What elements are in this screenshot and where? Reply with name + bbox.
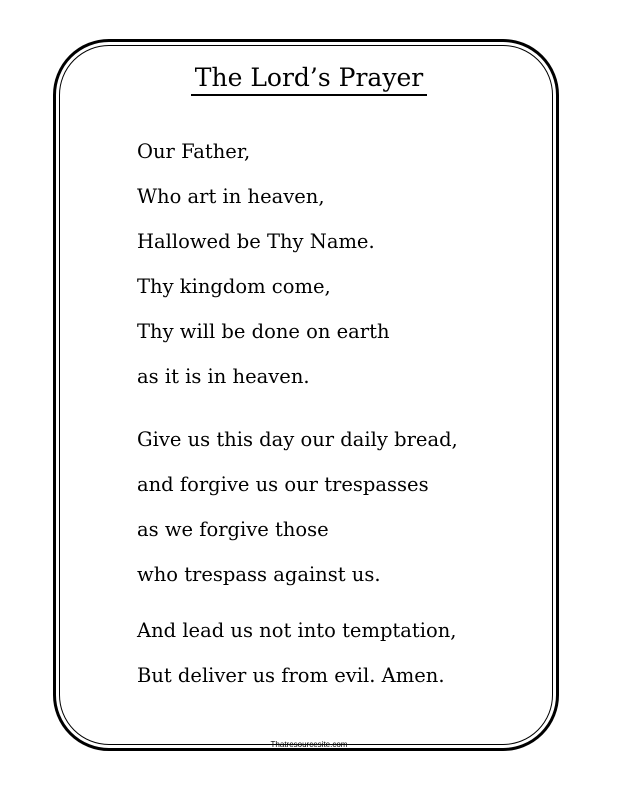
prayer-line: Our Father,	[137, 140, 251, 163]
prayer-line: as we forgive those	[137, 518, 329, 541]
prayer-line: as it is in heaven.	[137, 365, 310, 388]
prayer-line: Thy will be done on earth	[137, 320, 390, 343]
page-title-text: The Lord’s Prayer	[191, 63, 427, 96]
prayer-line: And lead us not into temptation,	[137, 619, 457, 642]
prayer-line: who trespass against us.	[137, 563, 381, 586]
stanza-2	[137, 417, 458, 597]
footer-site-credit: Thatresourcesite.com	[270, 740, 348, 749]
stanza-3	[137, 608, 456, 698]
prayer-line: Who art in heaven,	[137, 185, 325, 208]
prayer-line: Thy kingdom come,	[137, 275, 331, 298]
prayer-line: and forgive us our trespasses	[137, 473, 429, 496]
prayer-line: Give us this day our daily bread,	[137, 428, 458, 451]
prayer-line: But deliver us from evil. Amen.	[137, 664, 445, 687]
page-title	[0, 62, 618, 94]
stanza-1	[137, 129, 390, 399]
prayer-line: Hallowed be Thy Name.	[137, 230, 375, 253]
